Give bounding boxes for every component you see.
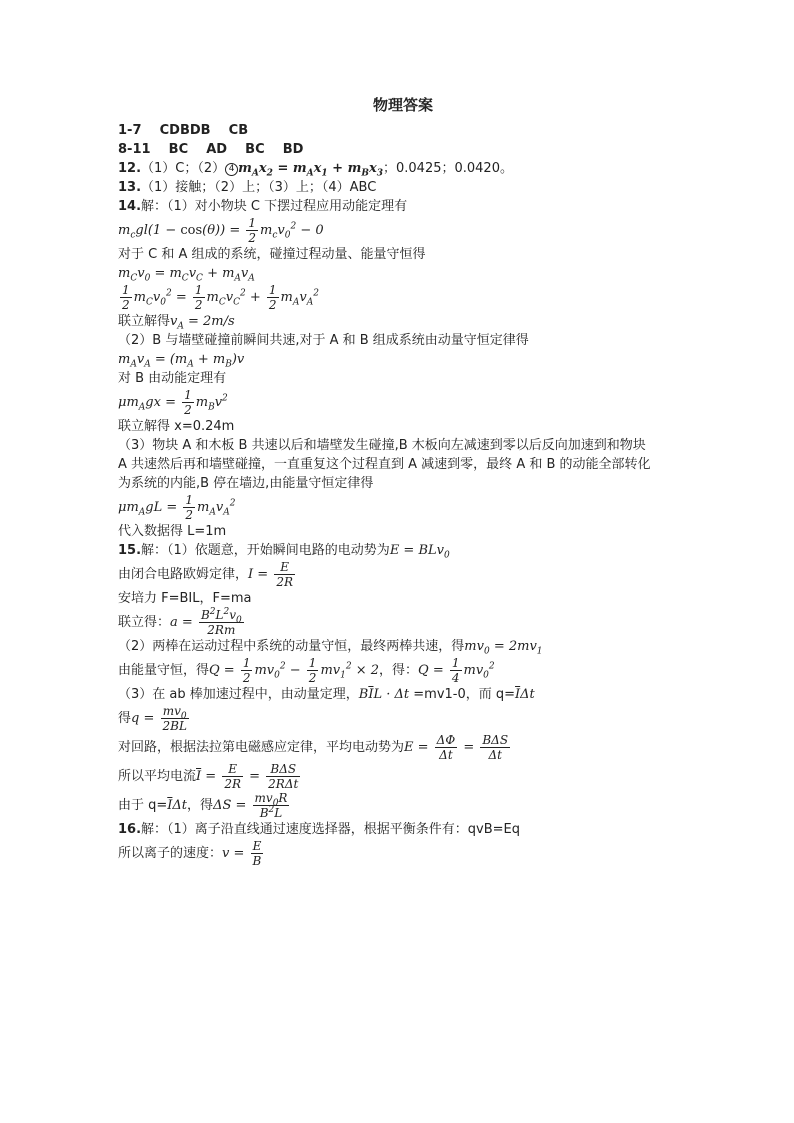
q15-force: 安培力 F=BIL，F=ma <box>118 591 252 606</box>
page-title: 物理答案 <box>372 96 433 114</box>
q14-eq-energy: $m_cgl(1 - \cos(\theta))$ = $\frac{1}{2}$ $m_cv_0^2 - 0$ <box>118 216 324 245</box>
q16-velocity: 所以离子的速度：v = $\frac{E}{B}$ <box>118 839 262 868</box>
q14-eq-momentum-ab: $m_Av_A = (m_A + m_B)v$ <box>118 352 245 370</box>
q14-eq-heat: $\mu m_AgL$ = $\frac{1}{2}$ $m_Av_A^2$ <box>118 493 236 522</box>
q15-area: 由于 $q=\overline{I}\Delta t$，得ΔS = $\frac{mv_0R}{B^2L}$ <box>118 791 288 820</box>
q14-text-system: 对于 C 和 A 组成的系统，碰撞过程动量、能量守恒得 <box>118 247 426 262</box>
q14-result-x: 联立解得 x=0.24m <box>118 419 235 434</box>
q14-part3-b: A 共速然后再和墙壁碰撞，一直重复这个过程直到 A 减速到零，最终 A 和 B 的动能全部转化 <box>118 457 651 472</box>
q12-answer: 12.（1）C；（2） 4 $m_Ax_2 = m_Ax_1 + m_Bx_3$；0.0425；0.0420。 <box>118 161 513 179</box>
q15-ohm: 由闭合电路欧姆定律，I = $\frac{E}{2R}$ <box>118 560 293 589</box>
q14-part2: （2）B 与墙壁碰撞前瞬间共速,对于 A 和 B 组成系统由动量守恒定律得 <box>118 333 529 348</box>
q13-answer: 13.（1）接触；（2）上；（3）上；（4）ABC <box>118 180 377 195</box>
q15-energy: 由能量守恒，得Q = $\frac{1}{2}$ $mv_0^2$ − $\frac{1}{2}$ $mv_1^2 \times 2$，得：Q = $\frac{1}{4}$ $mv_0^2$ <box>118 656 495 685</box>
q15-part3: （3）在 ab 棒加速过程中，由动量定理，$B\overline{I}L \cdot \Delta t =mv1-0$，而 $q=\overline{I}\Delta t$ <box>118 687 535 702</box>
q14-result-va: 联立解得$v_A = 2m/s$ <box>118 314 235 332</box>
mc-answers-1: 1-7 CDBDB CB <box>118 123 249 138</box>
q14-eq-work: $\mu m_Agx$ = $\frac{1}{2}$ $m_Bv^2$ <box>118 388 228 417</box>
q15-emf: 对回路，根据法拉第电磁感应定律，平均电动势为E = $\frac{\Delta\Phi}{\Delta t}$ = $\frac{\text{BΔS}}{\Delta t}$ <box>118 733 509 762</box>
q15-current: 所以平均电流$\overline{I}$ = $\frac{E}{2R}$ = $\frac{\text{BΔS}}{\text{2RΔt}}$ <box>118 762 299 791</box>
answer-sheet <box>118 96 678 868</box>
q14-eq-kinetic: $\frac{1}{2}$ $m_Cv_0^2$ = $\frac{1}{2}$ $m_Cv_C^2$ + $\frac{1}{2}$ $m_Av_A^2$ <box>122 283 319 312</box>
q14-part3-a: （3）物块 A 和木板 B 共速以后和墙壁发生碰撞,B 木板向左减速到零以后反向加速到和物块 <box>118 438 646 453</box>
q15-charge: 得q = $\frac{mv_0}{2BL}$ <box>118 704 187 733</box>
q15-intro: 15.解：（1）依题意，开始瞬间电路的电动势为E = BLv$_0$ <box>118 543 450 561</box>
mc-answers-2: 8-11 BC AD BC BD <box>118 142 304 157</box>
circled-number: 4 <box>225 163 238 176</box>
q14-result-l: 代入数据得 L=1m <box>118 524 227 539</box>
q14-eq-momentum: $m_Cv_0 = m_Cv_C + m_Av_A$ <box>118 266 255 284</box>
q14-text-b: 对 B 由动能定理有 <box>118 371 227 386</box>
q14-intro: 14.解：（1）对小物块 C 下摆过程应用动能定理有 <box>118 199 408 214</box>
q12-equation: $m_Ax_2 = m_Ax_1 + m_Bx_3$ <box>238 161 383 179</box>
q15-accel: 联立得：a = $\frac{B^2L^2v_0}{2Rm}$ <box>118 607 242 637</box>
q15-part2: （2）两棒在运动过程中系统的动量守恒，最终两棒共速，得$mv_0 = 2mv_1$ <box>118 639 543 657</box>
q14-part3-c: 为系统的内能,B 停在墙边,由能量守恒定律得 <box>118 476 374 491</box>
q16-intro: 16.解：（1）离子沿直线通过速度选择器，根据平衡条件有：qvB=Eq <box>118 822 521 837</box>
